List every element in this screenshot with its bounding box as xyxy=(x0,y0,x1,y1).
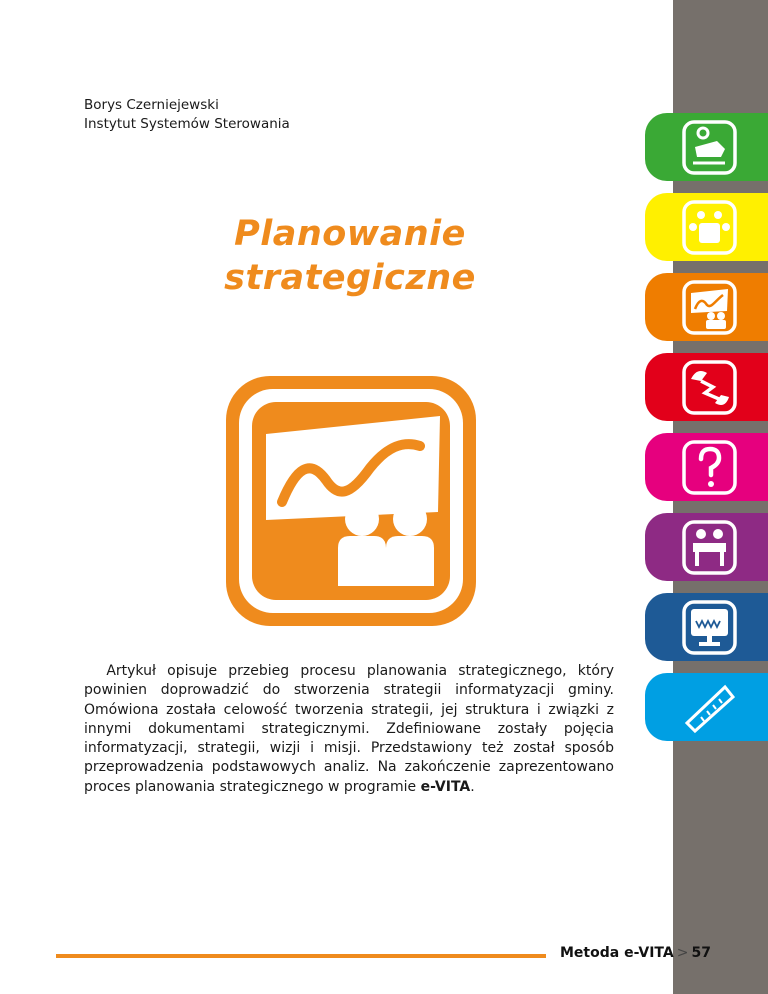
meeting-group-icon xyxy=(681,199,738,256)
chapter-tab-magenta[interactable] xyxy=(645,433,768,501)
communication-lightning-icon xyxy=(681,359,738,416)
chapter-tab-green[interactable] xyxy=(645,113,768,181)
abstract-paragraph xyxy=(84,662,614,797)
author-block xyxy=(84,96,290,134)
footer-separator: > xyxy=(676,945,689,961)
chapter-tab-red[interactable] xyxy=(645,353,768,421)
presentation-chart-icon xyxy=(681,279,738,336)
chapter-tab-yellow[interactable] xyxy=(645,193,768,261)
author-name: Borys Czerniejewski xyxy=(84,97,219,113)
footer xyxy=(560,945,711,961)
chapter-tab-blue[interactable] xyxy=(645,593,768,661)
chapter-tab-light-blue[interactable] xyxy=(645,673,768,741)
title-line-2: strategiczne xyxy=(224,258,476,298)
chapter-tab-purple[interactable] xyxy=(645,513,768,581)
footer-rule xyxy=(56,954,546,958)
brand-name: e-VITA xyxy=(420,778,471,795)
author-institution: Instytut Systemów Sterowania xyxy=(84,116,290,132)
abstract-text: Artykuł opisuje przebieg procesu planowania strategicznego, który powinien doprowadzić do stworzenia strategii informatyzacji gminy. Omówiona została celowość tworzenia strategii, jej struktura i związki z innymi dokumentami strategicznymi. Zdefiniowane zostały pojęcia informatyzacji, strategii, wizji i misji. Przedstawiony też został sposób przeprowadzenia podstawowych analiz. Na zakończenie zaprezentowano proces planowania strategicznego w programie xyxy=(84,663,614,795)
footer-label: Metoda e-VITA xyxy=(560,945,674,961)
chapter-tab-orange[interactable] xyxy=(645,273,768,341)
consultation-desk-icon xyxy=(681,519,738,576)
abstract-end: . xyxy=(470,778,475,795)
presentation-chart-icon xyxy=(226,376,476,626)
computer-user-icon xyxy=(681,119,738,176)
page-number: 57 xyxy=(691,945,711,961)
ruler-icon xyxy=(681,679,738,736)
title-line-1: Planowanie xyxy=(234,214,466,254)
question-mark-icon xyxy=(681,439,738,496)
article-title xyxy=(140,212,560,300)
www-monitor-icon xyxy=(681,599,738,656)
